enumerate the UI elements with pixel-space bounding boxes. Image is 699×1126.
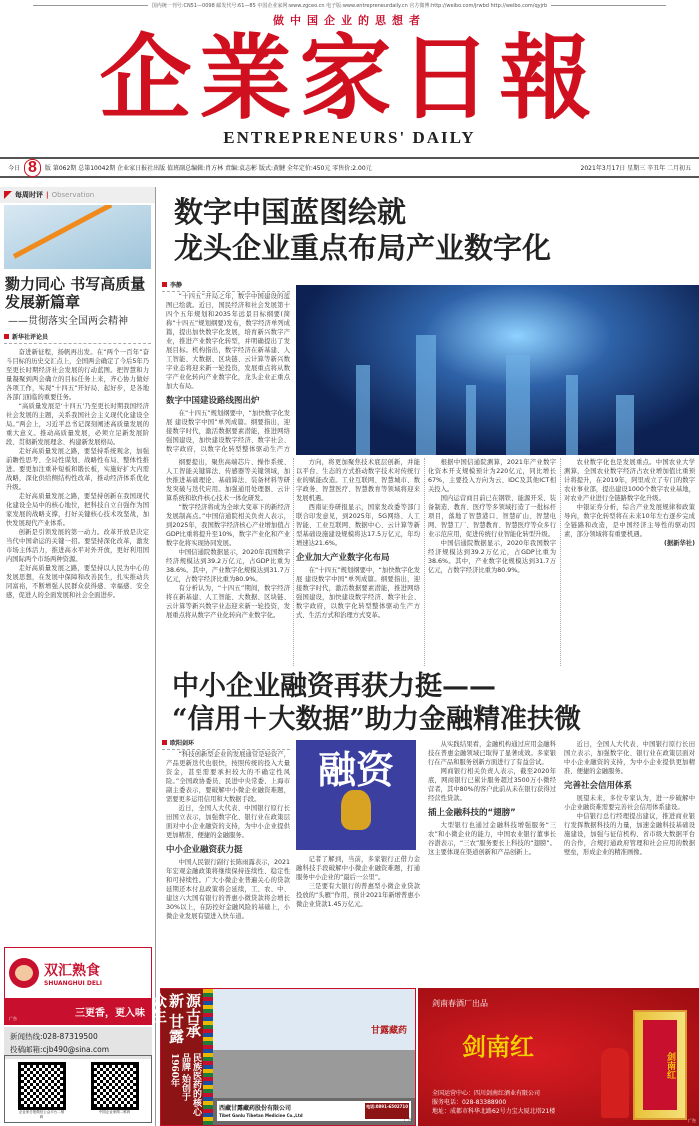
byline [162,280,290,292]
ganlu-tibetan-medicine-ad[interactable] [150,988,416,1126]
building-photo [213,989,415,1125]
paragraph: 纲要提出，聚焦高端芯片、操作系统、人工智能关键算法、传感器等关键领域，加快推进基础理论、基础算法、装备材料等研发突破与迭代应用。加强通用处理器、云计算系统和软件核心技术一体化研发。 [166,459,290,502]
paragraph: “数字经济将成为全球大变革下的新经济发展制高点。”中国信通院相关负责人表示，到2025年，我国数字经济核心产业增加值占GDP比重将提升至10%，数字产业化和产业数字化将实现协同发展。 [166,504,290,547]
story-column [166,750,290,920]
paragraph: 大型银行也通过金融科技增强服务“三农”和小微企业的能力，中国农业银行董事长谷澍表示，“三农”服务要长上科技的“翅膀”。这主要体现在渠道创新和产品创新上。 [428,822,556,856]
masthead-logo: 企業家日報 [99,24,600,132]
ad-contact: 电话:0891-6502710 [365,1103,409,1119]
paragraph: 中国人民银行副行长陈雨露表示，2021年宏观金融政策将继续保持连续性、稳定性和可持续性。广大小微企业普遍关心的贷款延期还本付息政策将会延续，工、农、中、建这六大国有银行的普惠小微贷款将会增长30%以上，在防控好金融风险的基础上，小微企业发展有望进入快车道。 [166,859,290,920]
qr-codes [4,1055,152,1123]
story-column [564,740,695,920]
qr-code-wechat[interactable] [18,1062,66,1122]
paragraph: “科技创新型企业的发展通常是轻资产，产品更新迭代也很快，按照传统的投入大量资金，甚至需要承担较大的不确定性风险。”全国政协委员、民进中央常委、上海市副主委表示，要破解中小微企业融资难题，需要更多运用信用和大数据手段。 [166,751,290,803]
gift-box-image [633,1010,687,1120]
paragraph: 在“十四五”规划纲要中，“加快数字化发展 建设数字中国”单列成篇。纲要指出，迎接数字时代，激活数据要素潜能，推进网络强国建设，加快建设数字经济、数字社会、数字政府，以数字化转型整体驱动生产方式、生活方式和治理方式变革。 [296,567,420,619]
subheading: 企业加大产业数字化布局 [296,553,390,563]
money-bag-icon [341,790,371,830]
section-title: 每周时评 [15,191,43,199]
paragraph: 网商银行相关负责人表示，截至2020年底，网商银行已累计服务超过3500万小微经营者，其中80%的客户此前从未在银行获得过经营性贷款。 [428,768,556,802]
paragraph: 走好高质量发展之路，要坚持系统观念，加强前瞻性思考、全局性谋划、战略性布局、整体性推进。要更加注重补短板和锻长板，实施好扩大内需战略，深化供给侧结构性改革，推动经济体系优化升级。 [6,448,149,491]
issue-details: 版 第062期 总第10042期 企业家日报社出版 值班副总编辑:肖方林 责编:袁志彬 版式:黄腱 全年定价:450元 零售价:2.00元 [44,165,372,172]
jiannanhong-liquor-ad[interactable] [418,988,699,1126]
subheading: 插上金融科技的“翅膀” [428,808,516,818]
story-column [564,458,695,666]
byline [4,332,151,344]
issue-date: 2021年3月17日 星期三 辛丑年 二月初五 [580,165,691,172]
section-title-en: Observation [51,191,95,199]
ad-brand: 甘露藏药 [370,1026,407,1036]
paragraph: 从实践结果看，金融机构通过应用金融科技在普惠金融领域已取得了显著成效。多家银行在产品和服务创新方面进行了有益尝试。 [428,741,556,766]
commentary-subhead: ——贯彻落实全国两会精神 [8,316,128,327]
story-column [166,458,290,666]
flag-icon [4,191,12,199]
headline-line: 数字中国蓝图绘就 [174,195,407,229]
ad-company: 西藏甘露藏药股份有限公司 [219,1105,292,1112]
slogan: 做中国企业的思想者 [273,14,426,27]
author-name: 李静 [170,282,183,289]
lead-story-headline[interactable] [162,194,699,266]
paragraph: 走好高质量发展之路，要坚持创新在我国现代化建设全局中的核心地位，把科技自立自强作为国家发展的战略支撑，打好关键核心技术攻坚战，加快发展现代产业体系。 [6,493,149,527]
author-name: 新华社评论员 [12,334,49,341]
masthead-english: ENTREPRENEURS' DAILY [223,128,476,147]
financing-illustration [296,740,416,850]
paragraph: “高质量发展是‘十四五’乃至更长时期我国经济社会发展的主题，关系我国社会主义现代化建设全局。”两会上，习近平总书记深刻阐述高质量发展的重大意义。推动高质量发展，必须立足新发展阶段、贯彻新发展理念、构建新发展格局。 [6,403,149,446]
paragraph: 西南证券研报显示，国家发改委等部门联合印发意见，到2025年，5G网络、人工智能、工业互联网、数据中心、云计算等新型基础设施建设规模将达17.5万亿元，年均增速达21.6%。 [296,504,420,547]
paragraph: “十四五”开局之年，数字中国建设的蓝图已绘就。近日，国民经济和社会发展第十四个五年规划和2035年远景目标纲要(简称“十四五”规划纲要)发布，数字经济单列成篇，提出加快数字化发展，培育新兴数字产业，推进产业数字化转型，并明确提出了发展目标。机构指出，数字经济在新基建、人工智能、大数据、区块链、云计算等新兴数字业态将迎来新一轮投资，发展重点将从数字产业化转向产业数字化，龙头企业正重点加大布局。 [166,293,290,390]
ad-producer: 剑南春酒厂出品 [432,999,488,1008]
ad-slogan: 三更香，更入味 [5,998,151,1024]
story-column [428,458,556,666]
ad-brand-en: SHUANGHUI DELI [44,979,102,987]
ad-vertical-slogan: 源古承新 甘露众生 [150,993,202,1044]
ad-company-en: Tibet Ganlu Tibetan Medicine Co.,Ltd [219,1113,303,1118]
paragraph: 中银证券分析，综合产业发展规律和政策导向，数字化转型将在未来10年左右逐步完成全链路和改造，是中国经济主导性的驱动因素，部分领域将有重要机遇。 [564,504,695,538]
paragraph: 有分析认为，“十四五”期间，数字经济将在新基建、人工智能、大数据、区块链、云计算等新兴数字业态迎来新一轮投资，发展重点将从数字产业化转向产业数字化。 [166,585,290,619]
headline-line: 中小企业融资再获力挺—— [172,671,496,702]
shuanghui-ad[interactable] [4,947,152,1025]
section-header: 每周时评 | Observation [0,187,155,203]
byline [162,738,290,750]
commentary-headline[interactable]: 勠力同心 书写高质量发展新篇章 [5,275,146,311]
lead-story-intro [166,292,290,455]
story-column [428,740,556,920]
image-caption-text: 融资 [317,747,394,792]
headline-line: “信用＋大数据”助力金融精准扶微 [172,704,582,735]
top-publication-line: 国内统一刊号:CN51—0098 邮发代号:61—85 中国企业家网:www.zgceo.cn 电子版:www.entrepreneurdaily.cn 官方微博:http://weibo.com/jrwbd http://weibo.com/qyjrb [0,2,699,9]
page-count-badge: 8 [24,159,41,177]
ad-operation-center: 全国运营中心：四川剑南红酒业有限公司 [432,1090,541,1097]
submission-email[interactable]: 投稿邮箱:cjb490@sina.com [10,1045,110,1054]
today-label: 今日 [8,165,21,172]
paragraph: 中国信通院数据显示，2020年我国数字经济规模达到39.2万亿元，占GDP比重为38.6%。其中，产业数字化规模达到31.7万亿元，占数字经济比重为80.9%。 [428,540,556,574]
paragraph: 走好高质量发展之路，要坚持以人民为中心的发展思想，在发展中保障和改善民生，扎实推动共同富裕，不断增强人民群众获得感、幸福感、安全感，促进人的全面发展和社会全面进步。 [6,565,149,599]
paragraph: 国内运营商目前已在钢铁、能源开采、装备制造、教育、医疗等多领域打造了一批标杆项目，落地了智慧港口、智慧矿山、智慧电网、智慧工厂、智慧教育、智慧医疗等众多行业示范应用，促进传统行业智能化转型升级。 [428,495,556,538]
paragraph: 方向，将更加聚焦技术底层创新，并能以平台、生态的方式推动数字技术对传统行业的赋能改造。工业互联网、智慧城市、数字政务、智慧医疗、智慧教育等领域将迎来发展机遇。 [296,459,420,502]
headline-line: 龙头企业重点布局产业数字化 [174,231,552,265]
paragraph: 中国信通院数据显示，2020年我国数字经济规模达到39.2万亿元，占GDP比重为38.6%。其中，产业数字化规模达到31.7万亿元，占数字经济比重为80.9%。 [166,549,290,583]
paragraph: 农业数字化也是发展重点。中国农业大学测算，全国农业数字经济占农业增加值比重预计将提升，在2019年，阿里成立了专门的数字农业事业部，提出建设1000个数字农业基地，对农业产业进行全链路数字化升级。 [564,459,695,502]
tibetan-pattern-stripe [203,989,213,1125]
paragraph: 三是要有大银行的普惠型小微企业贷款投放的“头雁”作用，预计2021年新增普惠小微企业贷款1.45万亿元。 [296,883,420,908]
qr-caption: 中国企业家网二维码 [98,1110,131,1114]
digital-city-photo [296,285,699,455]
subheading: 数字中国建设路线图出炉 [166,396,260,406]
paragraph: 中信银行总行经理提出建议，推进商业银行发挥数据科技的力量，加速金融科技基础设施建设，加强与征信机构、省市级大数据平台的合作，合规打通政府管理和社会应用的数据壁垒，形成企业的精准画像。 [564,813,695,856]
ad-tag: 广告 [404,1117,412,1122]
paragraph: 近日，全国人大代表、中国银行原行长田国立表示，加强数字化、银行业在政策层面对中小企业融资的支持，为中小企业提供更加精准、便捷的金融服务。 [564,741,695,775]
left-column [0,187,156,1126]
paragraph: 创新是引领发展的第一动力。改革开放是决定当代中国命运的关键一招。要坚持深化改革，激发市场主体活力，推进高水平对外开放，更好利用国内国际两个市场两种资源。 [6,529,149,563]
ad-brand: 双汇熟食 [44,962,100,979]
story-column [296,458,420,666]
box-brand-text: 剑南红 [643,1020,677,1110]
growth-arrow-image [4,205,151,269]
ad-phone: 服务电话：028-83388900 [432,1099,507,1106]
issue-info-bar [0,157,699,178]
ad-brand-logo: 剑南红 [462,1032,534,1061]
story-column [296,855,420,920]
ad-tag: 广告 [9,1016,17,1021]
qr-code-web[interactable] [91,1062,139,1122]
pig-logo-icon [9,958,39,988]
ad-tag: 广告 [688,1118,696,1123]
liquor-bottle-image [601,1048,629,1118]
second-story-headline[interactable] [162,670,699,736]
paragraph: 展望未来，多位专家认为，进一步破解中小企业融资难需要完善社会信用体系建设。 [564,795,695,811]
subheading: 中小企业融资获力挺 [166,845,243,855]
author-name: 欧阳剑环 [170,740,195,747]
ad-vertical-subslogan: 民族医药的核心品牌 始创于1960年 [169,1053,201,1117]
subheading: 完善社会信用体系 [564,781,633,791]
commentary-body [0,348,155,760]
paragraph: 记者了解到，当前，多家银行正借力金融科技手段破解中小微企业融资难题，打通服务中小企业的“最后一公里”。 [296,856,420,881]
paragraph: 奋进新征程，扬帆再出发。在“两个一百年”奋斗目标的历史交汇点上，全国两会确定了今后5年乃至更长时期经济社会发展的行动蓝图。把智慧和力量凝聚到两会确立的目标任务上来，齐心协力做好各项工作，实现“十四五”开好局、起好步，是各地各部门面临的重要任务。 [6,349,149,401]
qr-caption: 企业家日报微信公众平台二维码 [18,1110,65,1119]
story-credit: (据新华社) [664,540,695,547]
paragraph: 根据中国信通院测算，2021年产业数字化资本开支规模预计为220亿元，同比增长67%，主要投入方向为云、IDC及其他ICT相关投入。 [428,459,556,493]
news-hotline: 新闻热线:028-87319500 [10,1032,98,1041]
paragraph: 在“十四五”规划纲要中，“加快数字化发展 建设数字中国”单列成篇。纲要指出，迎接数字时代，激活数据要素潜能，推进网络强国建设，加快建设数字经济、数字社会、数字政府，以数字化转型整体驱动生产方 [166,410,290,453]
paragraph: 近日，全国人大代表、中国银行原行长田国立表示，加强数字化、银行业在政策层面对中小企业融资的支持，为中小企业提供更加精准、便捷的金融服务。 [166,805,290,839]
ad-address: 地址：成都市科华北路62号力宝大厦北塔21楼 [432,1108,556,1115]
